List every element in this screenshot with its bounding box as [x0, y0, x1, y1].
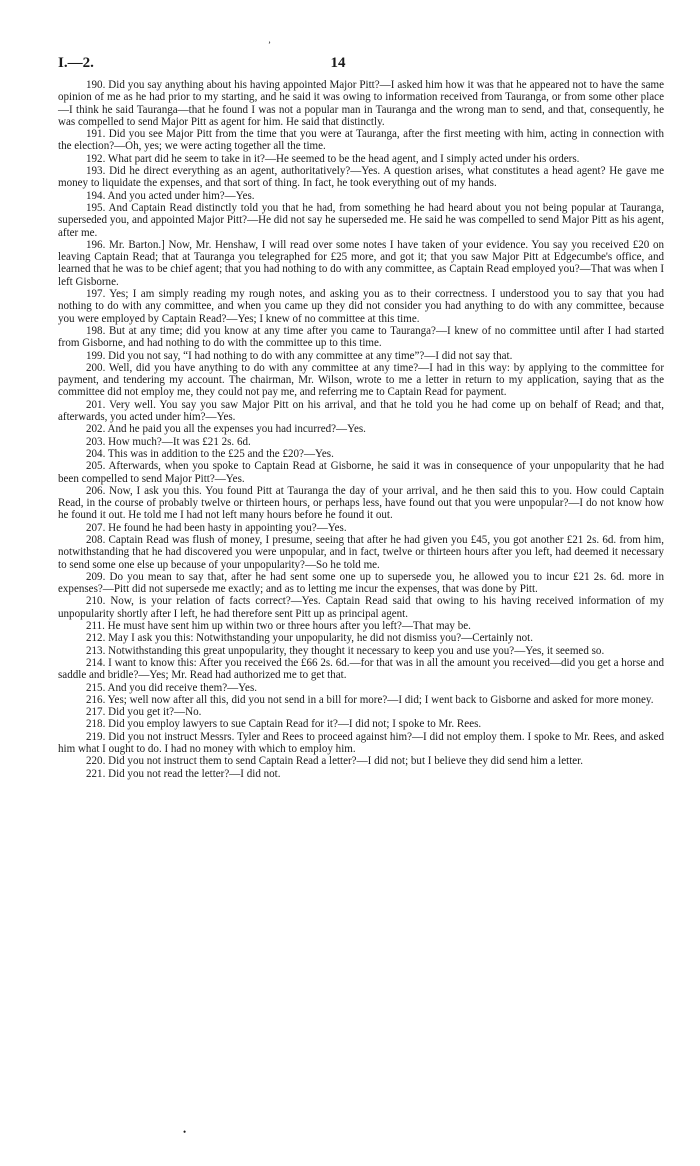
testimony-paragraph: 197. Yes; I am simply reading my rough notes, and asking you as to their correctness. I understood you to say that you had nothing to do with any committee, and when you came up they did not consider you had anything to do with any committee, because you were employed by Captain Read?—Yes; I knew of no committee at this time.	[58, 288, 664, 325]
testimony-paragraph: 210. Now, is your relation of facts correct?—Yes. Captain Read said that owing to his having received information of my unpopularity shortly after I left, he had therefore sent Pitt up as principal agent.	[58, 595, 664, 620]
testimony-paragraph: 211. He must have sent him up within two or three hours after you left?—That may be.	[86, 620, 471, 633]
testimony-paragraph: 195. And Captain Read distinctly told you that he had, from something he had heard about you not being popular at Tauranga, superseded you, and appointed Major Pitt?—He did not say he superseded me. He said he was compelled to send Major Pitt as his agent, after me.	[58, 201, 664, 239]
testimony-paragraph: 203. How much?—It was £21 2s. 6d.	[86, 435, 251, 448]
testimony-paragraph: 220. Did you not instruct them to send Captain Read a letter?—I did not; but I believe they did send him a letter.	[86, 755, 584, 768]
print-speck: ’	[268, 40, 271, 50]
testimony-paragraph: 208. Captain Read was flush of money, I presume, seeing that after he had given you £45, you got another £21 2s. 6d. from him, notwithstanding that he had discovered you were unpopular, and in fact, twelve or thirteen hours after you left, had deemed it necessary to send some one else up because of your unpopularity?—So he told me.	[58, 533, 664, 571]
testimony-paragraph: 214. I want to know this: After you received the £66 2s. 6d.—for that was in all the amount you received—did you get a horse and saddle and bridle?—Yes; Mr. Read had authorized me to get that.	[58, 656, 664, 682]
testimony-paragraph: 190. Did you say anything about his having appointed Major Pitt?—I asked him how it was that he appeared not to have the same opinion of me as he had prior to my starting, and he said it was owing to information received from Tauranga, or from some other place—I think he said Tauranga—that he found I was not a popular man in Tauranga and the wrong man to send, and that, consequently, he was compelled to send Major Pitt as agent for him. He said that distinctly.	[58, 79, 664, 128]
testimony-paragraph: 194. And you acted under him?—Yes.	[86, 189, 255, 202]
testimony-paragraph: 191. Did you see Major Pitt from the time that you were at Tauranga, after the first meeting with him, acting in connection with the election?—Oh, yes; we were acting together all the time.	[58, 128, 664, 153]
testimony-paragraph: 206. Now, I ask you this. You found Pitt at Tauranga the day of your arrival, and he then said this to you. How could Captain Read, in the course of probably twelve or thirteen hours, or perhaps less, have found out that you were unpopular?—I do not know how he found it out. He told me I had not left many hours before he found it out.	[58, 484, 664, 522]
testimony-paragraph: 204. This was in addition to the £25 and the £20?—Yes.	[86, 447, 334, 460]
testimony-paragraph: 213. Notwithstanding this great unpopularity, they thought it necessary to keep you and use you?—Yes, it seemed so.	[86, 644, 605, 657]
testimony-paragraph: 196. Mr. Barton.] Now, Mr. Henshaw, I will read over some notes I have taken of your evidence. You say you received £20 on leaving Captain Read; that at Tauranga you telegraphed for £25 more, and got it; that you saw Major Pitt at Edgecumbe's office, and learned that he was to be chief agent; that you had nothing to do with any committee, as Captain Read employed you?—That was when I left Gisborne.	[58, 238, 664, 288]
print-speck: •	[183, 1127, 187, 1137]
testimony-paragraph: 218. Did you employ lawyers to sue Captain Read for it?—I did not; I spoke to Mr. Rees.	[86, 718, 482, 731]
testimony-paragraph: 198. But at any time; did you know at any time after you came to Tauranga?—I knew of no committee until after I had started from Gisborne, and had nothing to do with the committee up to this time.	[58, 324, 664, 350]
testimony-paragraph: 219. Did you not instruct Messrs. Tyler and Rees to proceed against him?—I did not employ them. I spoke to Mr. Rees, and asked him what I ought to do. I had no money with which to employ him.	[58, 730, 664, 756]
testimony-paragraph: 205. Afterwards, when you spoke to Captain Read at Gisborne, he said it was in consequence of your unpopularity that he had been compelled to send Major Pitt?—Yes.	[58, 460, 664, 485]
testimony-paragraph: 221. Did you not read the letter?—I did not.	[86, 767, 281, 780]
testimony-body	[58, 79, 664, 780]
testimony-paragraph: 212. May I ask you this: Notwithstanding your unpopularity, he did not dismiss you?—Certainly not.	[86, 632, 533, 645]
testimony-paragraph: 192. What part did he seem to take in it?—He seemed to be the head agent, and I simply acted under his orders.	[86, 152, 580, 165]
testimony-paragraph: 200. Well, did you have anything to do with any committee at any time?—I had in this way: by applying to the committee for payment, and tendering my account. The chairman, Mr. Wilson, wrote to me a letter in return to my application, saying that as the committee did not employ me, they could not pay me, and referring me to Captain Read for payment.	[58, 361, 664, 399]
testimony-paragraph: 207. He found he had been hasty in appointing you?—Yes.	[86, 521, 347, 534]
testimony-paragraph: 215. And you did receive them?—Yes.	[86, 681, 257, 694]
testimony-paragraph: 193. Did he direct everything as an agent, authoritatively?—Yes. A question arises, what constitutes a head agent? He gave me money to liquidate the expenses, and that sort of thing. In fact, he took everything out of my hands.	[58, 165, 664, 190]
testimony-paragraph: 209. Do you mean to say that, after he had sent some one up to supersede you, he allowed you to incur £21 2s. 6d. more in expenses?—Pitt did not supersede me exactly; and as to letting me incur the expenses, that was done by Pitt.	[58, 570, 664, 596]
page-header	[58, 55, 658, 75]
page-number: 14	[330, 55, 346, 71]
testimony-paragraph: 216. Yes; well now after all this, did you not send in a bill for more?—I did; I went back to Gisborne and asked for more money.	[86, 693, 654, 706]
testimony-paragraph: 217. Did you get it?—No.	[86, 706, 202, 719]
testimony-paragraph: 199. Did you not say, “I had nothing to do with any committee at any time”?—I did not say that.	[86, 349, 513, 362]
testimony-paragraph: 201. Very well. You say you saw Major Pitt on his arrival, and that he told you he had come up on behalf of Read; and that, afterwards, you acted under him?—Yes.	[58, 398, 664, 424]
section-reference: I.—2.	[58, 55, 94, 71]
testimony-paragraph: 202. And he paid you all the expenses you had incurred?—Yes.	[86, 423, 366, 436]
